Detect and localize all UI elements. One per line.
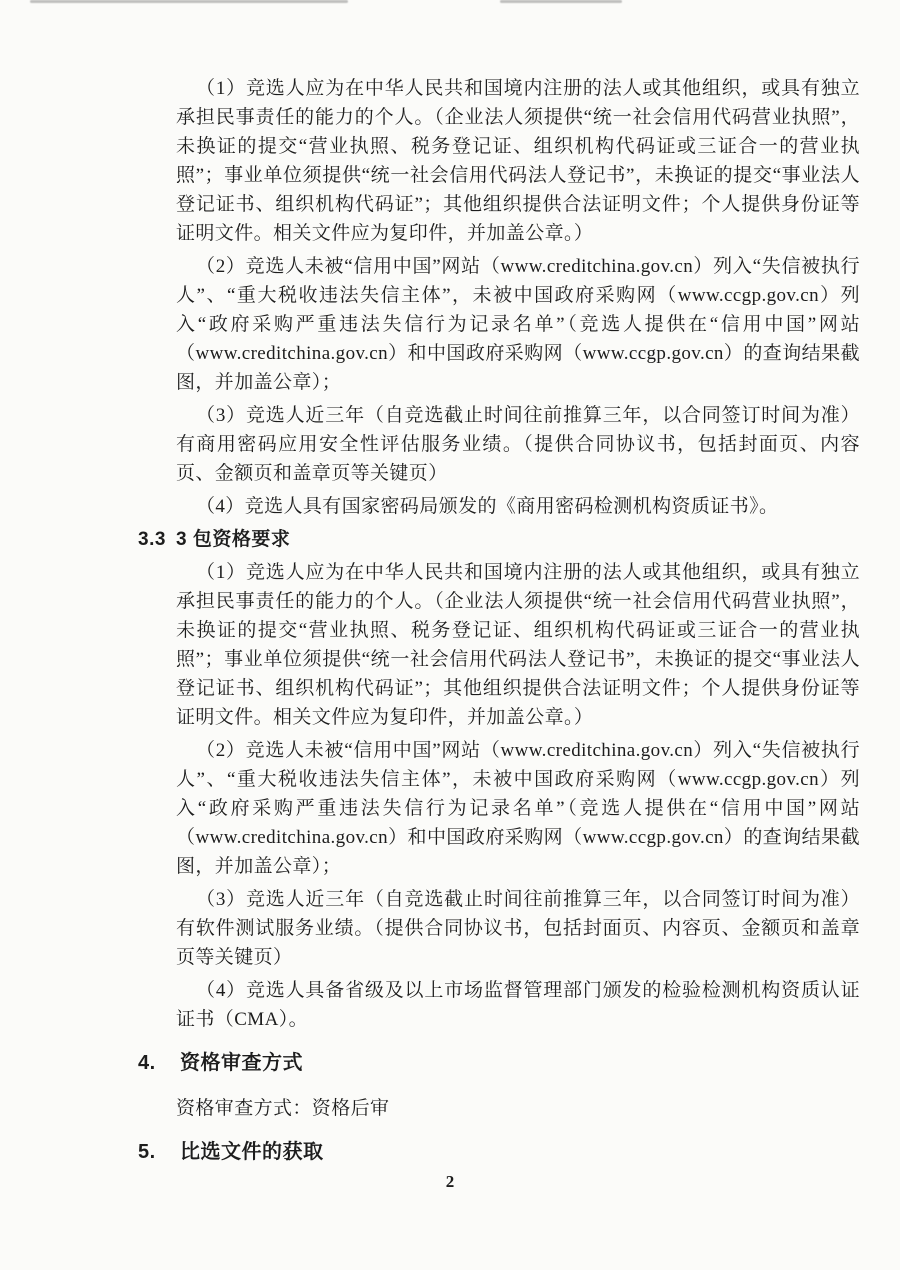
scan-edge-artifact [500, 0, 622, 3]
qualification-item-3pkg-2: （2）竞选人未被“信用中国”网站（www.creditchina.gov.cn）列入“失信被执行人”、“重大税收违法失信主体”，未被中国政府采购网（www.ccgp.gov.cn）列入“政府采购严重违法失信行为记录名单”（竞选人提供在“信用中国”网站（www.creditchina.gov.cn）和中国政府采购网（www.ccgp.gov.cn）的查询结果截图，并加盖公章）； [176, 740, 860, 877]
section-title: 比选文件的获取 [180, 1141, 324, 1163]
scan-edge-artifact [30, 0, 348, 3]
qualification-review-method-text: 资格审查方式：资格后审 [176, 1098, 390, 1119]
section-title: 3 包资格要求 [176, 529, 291, 550]
section-number: 3.3 [138, 529, 166, 550]
qualification-item-3pkg-3: （3）竞选人近三年（自竞选截止时间往前推算三年，以合同签订时间为准）有软件测试服务业绩。（提供合同协议书，包括封面页、内容页、金额页和盖章页等关键页） [176, 889, 860, 968]
qualification-item-2pkg-1: （1）竞选人应为在中华人民共和国境内注册的法人或其他组织，或具有独立承担民事责任的能力的个人。（企业法人须提供“统一社会信用代码营业执照”，未换证的提交“营业执照、税务登记证、组织机构代码证或三证合一的营业执照”；事业单位须提供“统一社会信用代码法人登记书”，未换证的提交“事业法人登记证书、组织机构代码证”；其他组织提供合法证明文件；个人提供身份证等证明文件。相关文件应为复印件，并加盖公章。） [176, 78, 860, 244]
qualification-item-3pkg-1: （1）竞选人应为在中华人民共和国境内注册的法人或其他组织，或具有独立承担民事责任的能力的个人。（企业法人须提供“统一社会信用代码营业执照”，未换证的提交“营业执照、税务登记证、组织机构代码证或三证合一的营业执照”；事业单位须提供“统一社会信用代码法人登记书”，未换证的提交“事业法人登记证书、组织机构代码证”；其他组织提供合法证明文件；个人提供身份证等证明文件。相关文件应为复印件，并加盖公章。） [176, 562, 860, 728]
section-heading-3-3 [138, 525, 860, 554]
qualification-item-2pkg-2: （2）竞选人未被“信用中国”网站（www.creditchina.gov.cn）列入“失信被执行人”、“重大税收违法失信主体”，未被中国政府采购网（www.ccgp.gov.cn）列入“政府采购严重违法失信行为记录名单”（竞选人提供在“信用中国”网站（www.creditchina.gov.cn）和中国政府采购网（www.ccgp.gov.cn）的查询结果截图，并加盖公章）； [176, 256, 860, 393]
section-heading-5 [138, 1137, 860, 1167]
qualification-item-2pkg-3: （3）竞选人近三年（自竞选截止时间往前推算三年，以合同签订时间为准）有商用密码应用安全性评估服务业绩。（提供合同协议书，包括封面页、内容页、金额页和盖章页等关键页） [176, 405, 860, 484]
section-title: 资格审查方式 [180, 1052, 303, 1074]
qualification-item-3pkg-4: （4）竞选人具备省级及以上市场监督管理部门颁发的检验检测机构资质认证证书（CMA）。 [176, 980, 860, 1030]
document-body [138, 74, 860, 1169]
qualification-item-2pkg-4: （4）竞选人具有国家密码局颁发的《商用密码检测机构资质证书》。 [196, 496, 779, 517]
section-number: 5. [138, 1141, 156, 1163]
section-heading-4 [138, 1048, 860, 1078]
section-number: 4. [138, 1052, 156, 1074]
page-number: 2 [445, 1172, 455, 1191]
